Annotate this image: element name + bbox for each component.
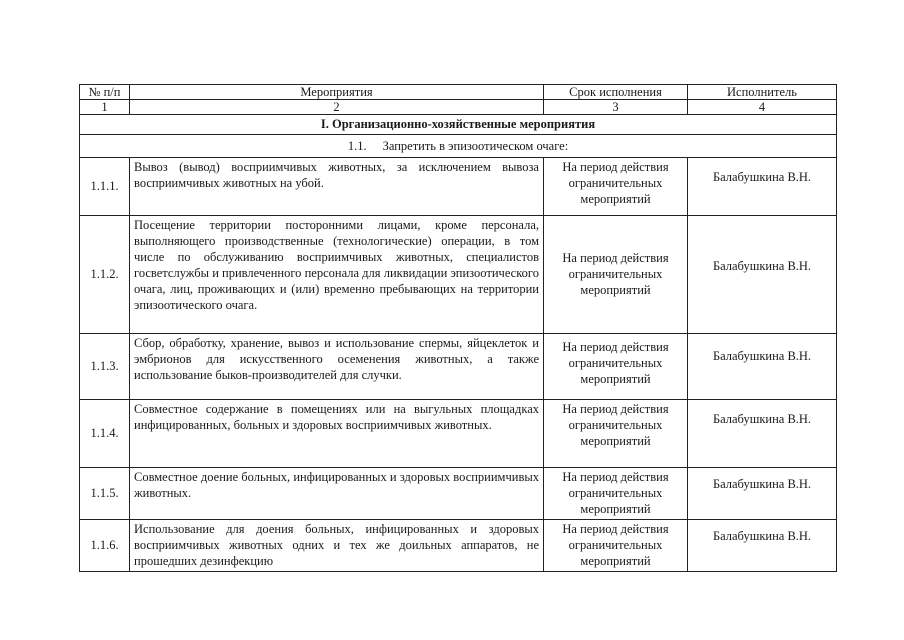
row-action: Вывоз (вывод) восприимчивых животных, за исключением вывоза восприимчивых животных на убой. xyxy=(130,158,544,216)
measures-table xyxy=(79,84,837,572)
row-action: Использование для доения больных, инфицированных и здоровых восприимчивых животных одних и тех же доильных аппаратов, не прошедших дезинфекцию xyxy=(130,520,544,572)
row-action: Посещение территории посторонними лицами, кроме персонала, выполняющего производственные (технологические) операции, в том числе по обслуживанию восприимчивых животных, специалистов госветслужбы и привлеченного персонала для ликвидации эпизоотического очага, лиц, проживающих и (или) временно пребывающих на территории эпизоотического очага. xyxy=(130,216,544,334)
subsection-text: Запретить в эпизоотическом очаге: xyxy=(382,139,569,153)
table-row xyxy=(80,400,837,468)
row-number: 1.1.1. xyxy=(80,158,130,216)
column-number: 1 xyxy=(80,100,130,115)
row-executor: Балабушкина В.Н. xyxy=(688,334,837,400)
row-term: На период действия ограничительных мероприятий xyxy=(544,400,688,468)
row-executor: Балабушкина В.Н. xyxy=(688,216,837,334)
header-actions: Мероприятия xyxy=(130,85,544,100)
header-term: Срок исполнения xyxy=(544,85,688,100)
row-term: На период действия ограничительных мероприятий xyxy=(544,468,688,520)
row-action: Совместное содержание в помещениях или на выгульных площадках инфицированных, больных и здоровых восприимчивых животных. xyxy=(130,400,544,468)
row-executor: Балабушкина В.Н. xyxy=(688,158,837,216)
row-executor: Балабушкина В.Н. xyxy=(688,520,837,572)
header-executor: Исполнитель xyxy=(688,85,837,100)
subsection-cell xyxy=(80,135,837,158)
row-executor: Балабушкина В.Н. xyxy=(688,400,837,468)
row-term: На период действия ограничительных мероприятий xyxy=(544,334,688,400)
row-executor: Балабушкина В.Н. xyxy=(688,468,837,520)
column-number: 3 xyxy=(544,100,688,115)
header-number: № п/п xyxy=(80,85,130,100)
section-title: I. Организационно-хозяйственные мероприятия xyxy=(80,115,837,135)
row-action: Совместное доение больных, инфицированных и здоровых восприимчивых животных. xyxy=(130,468,544,520)
table-row xyxy=(80,468,837,520)
row-term: На период действия ограничительных мероприятий xyxy=(544,520,688,572)
table-row xyxy=(80,216,837,334)
row-action: Сбор, обработку, хранение, вывоз и использование спермы, яйцеклеток и эмбрионов для искусственного осеменения животных, а также использование быков-производителей для случки. xyxy=(130,334,544,400)
column-number: 4 xyxy=(688,100,837,115)
row-number: 1.1.3. xyxy=(80,334,130,400)
subsection-row xyxy=(80,135,837,158)
row-number: 1.1.5. xyxy=(80,468,130,520)
row-number: 1.1.2. xyxy=(80,216,130,334)
table-row xyxy=(80,520,837,572)
column-number-row xyxy=(80,100,837,115)
header-row xyxy=(80,85,837,100)
table-row xyxy=(80,158,837,216)
table-row xyxy=(80,334,837,400)
row-term: На период действия ограничительных мероприятий xyxy=(544,216,688,334)
row-term: На период действия ограничительных мероприятий xyxy=(544,158,688,216)
row-number: 1.1.4. xyxy=(80,400,130,468)
subsection-number: 1.1. xyxy=(347,139,367,153)
section-row xyxy=(80,115,837,135)
row-number: 1.1.6. xyxy=(80,520,130,572)
column-number: 2 xyxy=(130,100,544,115)
